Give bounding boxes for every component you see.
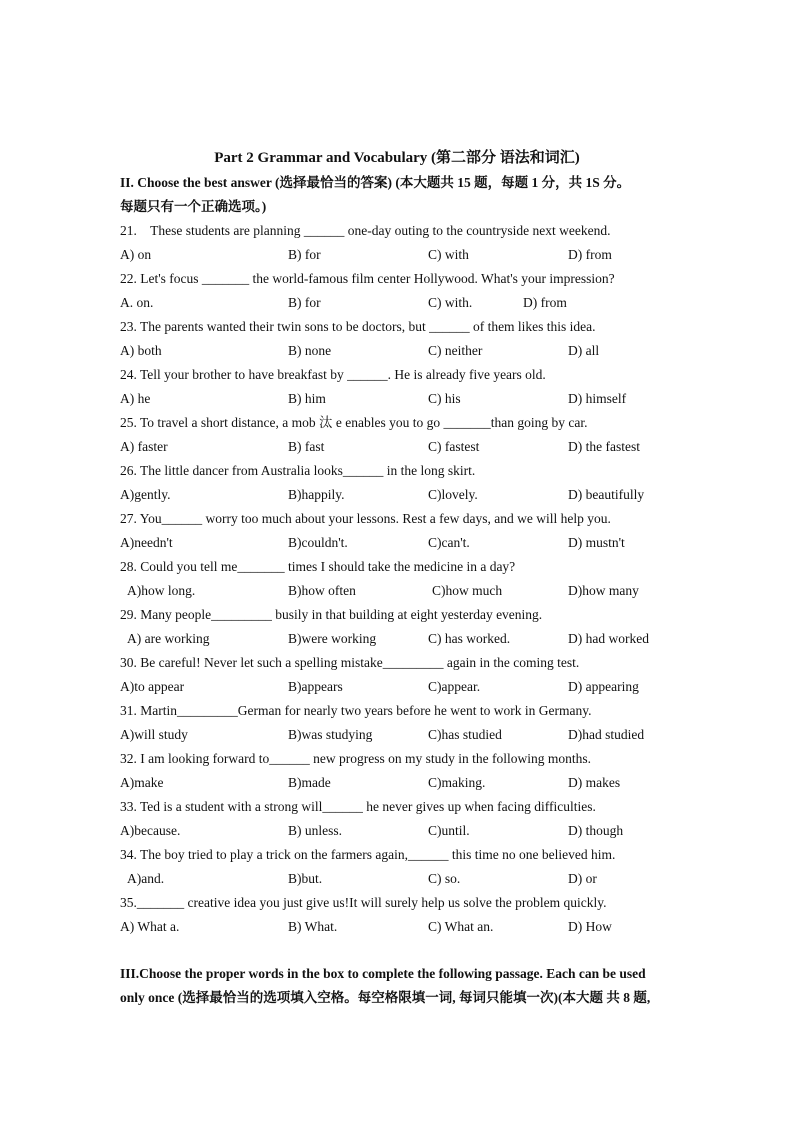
option-c: C) has worked. [428, 631, 511, 646]
option-d: D) himself [568, 391, 627, 406]
option-c: C) What an. [428, 919, 494, 934]
question-21 [120, 221, 700, 269]
option-a: A)make [120, 775, 164, 790]
option-d: D) or [568, 871, 597, 886]
option-a: A)and. [127, 871, 165, 886]
option-b: B) unless. [288, 823, 342, 838]
option-c: C) so. [428, 871, 461, 886]
option-b: B) for [288, 295, 321, 310]
option-b: B)how often [288, 583, 356, 598]
question-stem: 34. The boy tried to play a trick on the farmers again,______ this time no one believed him. [120, 847, 616, 862]
option-d: D) mustn't [568, 535, 625, 550]
option-a: A)will study [120, 727, 188, 742]
option-d: D) makes [568, 775, 621, 790]
option-c: C) with [428, 247, 469, 262]
question-stem: 22. Let's focus _______ the world-famous film center Hollywood. What's your impression? [120, 271, 615, 286]
option-a: A)to appear [120, 679, 185, 694]
question-list [120, 221, 700, 941]
part-title: Part 2 Grammar and Vocabulary (第二部分 语法和词汇) [214, 150, 580, 166]
option-d: D) from [523, 295, 567, 310]
option-c: C)until. [428, 823, 470, 838]
option-c: C) with. [428, 295, 473, 310]
option-d: D) appearing [568, 679, 639, 694]
option-b: B)but. [288, 871, 323, 886]
question-stem: 23. The parents wanted their twin sons to be doctors, but ______ of them likes this idea. [120, 319, 596, 334]
option-c: C)making. [428, 775, 486, 790]
section-3-heading-line2: only once (选择最恰当的选项填入空格。每空格限填一词, 每词只能填一次)(本大题 共 8 题, [120, 990, 651, 1005]
question-stem: 27. You______ worry too much about your lessons. Rest a few days, and we will help you. [120, 511, 611, 526]
question-27 [120, 509, 700, 557]
option-b: B)happily. [288, 487, 345, 502]
option-a: A)how long. [127, 583, 196, 598]
question-stem: 28. Could you tell me_______ times I should take the medicine in a day? [120, 559, 516, 574]
option-d: D) though [568, 823, 624, 838]
question-34 [120, 845, 700, 893]
option-d: D) from [568, 247, 612, 262]
section-2-heading-line2: 每题只有一个正确选项。) [120, 199, 267, 214]
option-d: D) the fastest [568, 439, 640, 454]
option-a: A) he [120, 391, 151, 406]
question-33 [120, 797, 700, 845]
option-b: B)made [288, 775, 331, 790]
option-b: B) What. [288, 919, 338, 934]
section-3-heading-line1: III.Choose the proper words in the box to complete the following passage. Each can be used [120, 966, 646, 981]
question-31 [120, 701, 700, 749]
option-d: D) How [568, 919, 612, 934]
question-25 [120, 413, 700, 461]
question-stem: 32. I am looking forward to______ new progress on my study in the following months. [120, 751, 591, 766]
option-a: A) are working [127, 631, 210, 646]
option-a: A)because. [120, 823, 181, 838]
option-a: A)gently. [120, 487, 171, 502]
option-d: D)had studied [568, 727, 645, 742]
option-a: A. on. [120, 295, 154, 310]
question-26 [120, 461, 700, 509]
option-d: D) all [568, 343, 600, 358]
question-stem: 24. Tell your brother to have breakfast by ______. He is already five years old. [120, 367, 546, 382]
option-b: B)was studying [288, 727, 373, 742]
option-c: C)lovely. [428, 487, 478, 502]
question-30 [120, 653, 700, 701]
option-d: D) beautifully [568, 487, 645, 502]
option-a: A) on [120, 247, 152, 262]
question-28 [120, 557, 700, 605]
option-c: C)appear. [428, 679, 481, 694]
option-d: D)how many [568, 583, 639, 598]
option-c: C)has studied [428, 727, 502, 742]
option-b: B)were working [288, 631, 377, 646]
question-24 [120, 365, 700, 413]
question-stem: 30. Be careful! Never let such a spelling mistake_________ again in the coming test. [120, 655, 580, 670]
question-22 [120, 269, 700, 317]
option-a: A) What a. [120, 919, 180, 934]
question-32 [120, 749, 700, 797]
option-c: C)how much [432, 583, 503, 598]
option-d: D) had worked [568, 631, 649, 646]
question-29 [120, 605, 700, 653]
question-stem: 25. To travel a short distance, a mob 汰 e enables you to go _______than going by car. [120, 415, 588, 430]
question-stem: 26. The little dancer from Australia looks______ in the long skirt. [120, 463, 476, 478]
option-b: B)appears [288, 679, 343, 694]
option-b: B)couldn't. [288, 535, 348, 550]
question-23 [120, 317, 700, 365]
question-35 [120, 893, 700, 941]
question-stem: 35._______ creative idea you just give us!It will surely help us solve the problem quickly. [120, 895, 607, 910]
option-c: C) his [428, 391, 461, 406]
option-a: A)needn't [120, 535, 173, 550]
option-b: B) for [288, 247, 321, 262]
question-stem: 21. These students are planning ______ one-day outing to the countryside next weekend. [120, 223, 611, 238]
question-stem: 31. Martin_________German for nearly two years before he went to work in Germany. [120, 703, 592, 718]
question-stem: 29. Many people_________ busily in that building at eight yesterday evening. [120, 607, 543, 622]
option-b: B) him [288, 391, 326, 406]
question-stem: 33. Ted is a student with a strong will______ he never gives up when facing difficulties. [120, 799, 596, 814]
option-c: C) fastest [428, 439, 480, 454]
option-a: A) both [120, 343, 162, 358]
option-b: B) fast [288, 439, 325, 454]
section-2-heading-line1: II. Choose the best answer (选择最恰当的答案) (本大题共 15 题，每题 1 分，共 1S 分。 [120, 175, 631, 190]
option-c: C)can't. [428, 535, 470, 550]
option-a: A) faster [120, 439, 168, 454]
option-b: B) none [288, 343, 332, 358]
option-c: C) neither [428, 343, 483, 358]
